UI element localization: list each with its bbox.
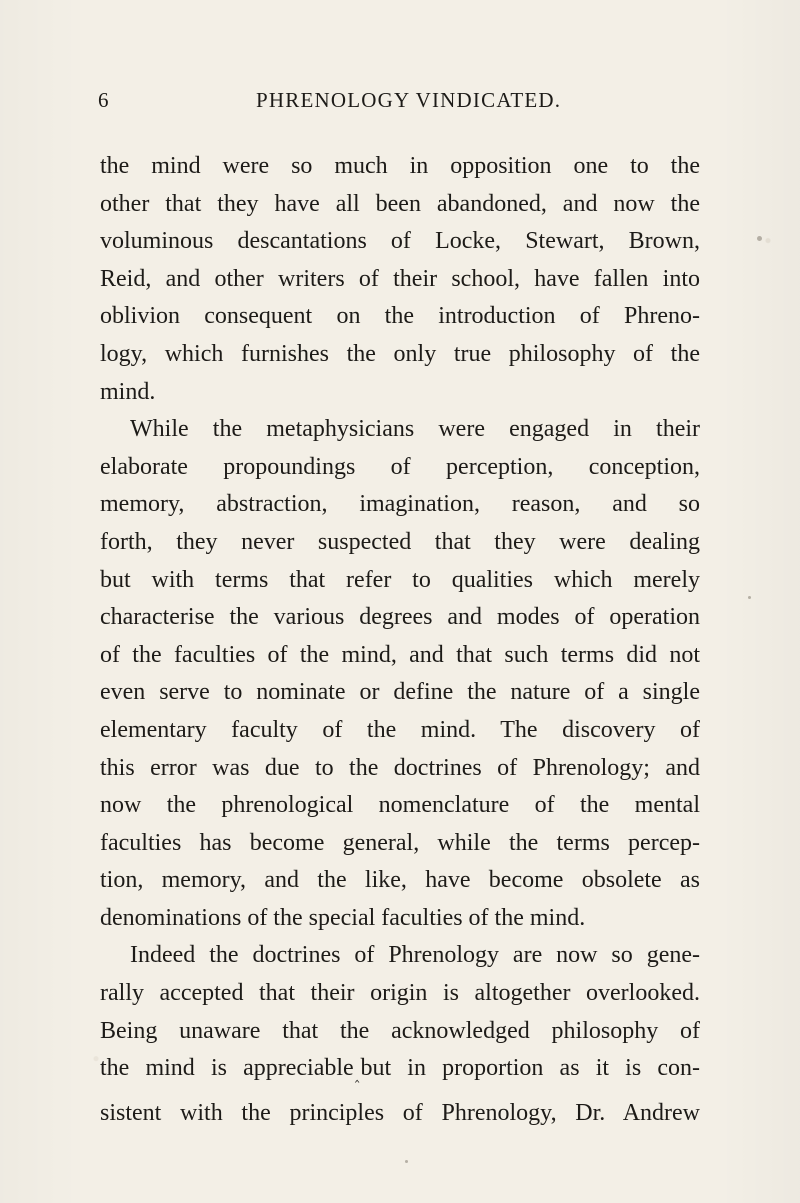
text-fragment: the mind is appreciable xyxy=(100,1055,354,1082)
text-line xyxy=(100,1050,700,1095)
page-number: 6 xyxy=(98,88,109,112)
text-line: memory, abstraction, imagination, reason, and so xyxy=(100,491,700,518)
text-line: logy, which furnishes the only true philosophy of the xyxy=(100,340,700,367)
text-line: voluminous descantations of Locke, Stewart, Brown, xyxy=(100,228,700,255)
text-line: mind. xyxy=(100,378,156,405)
text-line: While the metaphysicians were engaged in their xyxy=(130,416,700,443)
text-line: this error was due to the doctrines of Phrenology; and xyxy=(100,754,700,781)
text-line: Being unaware that the acknowledged philosophy of xyxy=(100,1017,700,1044)
text-line: Reid, and other writers of their school, have fallen into xyxy=(100,265,700,292)
paper-speck xyxy=(757,236,762,241)
text-line: Indeed the doctrines of Phrenology are now so gene- xyxy=(130,942,700,969)
paper-speck xyxy=(405,1160,408,1163)
text-line: sistent with the principles of Phrenology, Dr. Andrew xyxy=(100,1099,700,1126)
text-line: now the phrenological nomenclature of the mental xyxy=(100,792,700,819)
text-line: elementary faculty of the mind. The discovery of xyxy=(100,716,700,743)
running-title: PHRENOLOGY VINDICATED. xyxy=(256,88,562,112)
text-line: faculties has become general, while the terms percep- xyxy=(100,829,700,856)
running-head xyxy=(0,88,800,120)
text-line: denominations of the special faculties of the mind. xyxy=(100,904,586,931)
text-line: tion, memory, and the like, have become obsolete as xyxy=(100,867,700,894)
text-line: forth, they never suspected that they were dealing xyxy=(100,528,700,555)
text-line: rally accepted that their origin is altogether overlooked. xyxy=(100,980,700,1007)
text-line: even serve to nominate or define the nature of a single xyxy=(100,679,700,706)
insertion-mark: ‸ xyxy=(354,1068,360,1084)
text-line: of the faculties of the mind, and that such terms did not xyxy=(100,641,700,668)
text-line: other that they have all been abandoned, and now the xyxy=(100,190,700,217)
paragraph-3 xyxy=(100,937,700,1132)
text-line: oblivion consequent on the introduction of Phreno- xyxy=(100,303,700,330)
text-line: the mind were so much in opposition one to the xyxy=(100,153,700,179)
text-fragment: but in proportion as it is con- xyxy=(360,1055,700,1082)
body-text xyxy=(100,148,700,1132)
text-line: elaborate propoundings of perception, conception, xyxy=(100,453,700,480)
paper-speck xyxy=(748,596,751,599)
text-line: but with terms that refer to qualities which merely xyxy=(100,566,700,593)
paragraph-2 xyxy=(100,411,700,937)
paragraph-1 xyxy=(100,148,700,411)
text-line: characterise the various degrees and modes of operation xyxy=(100,604,700,631)
